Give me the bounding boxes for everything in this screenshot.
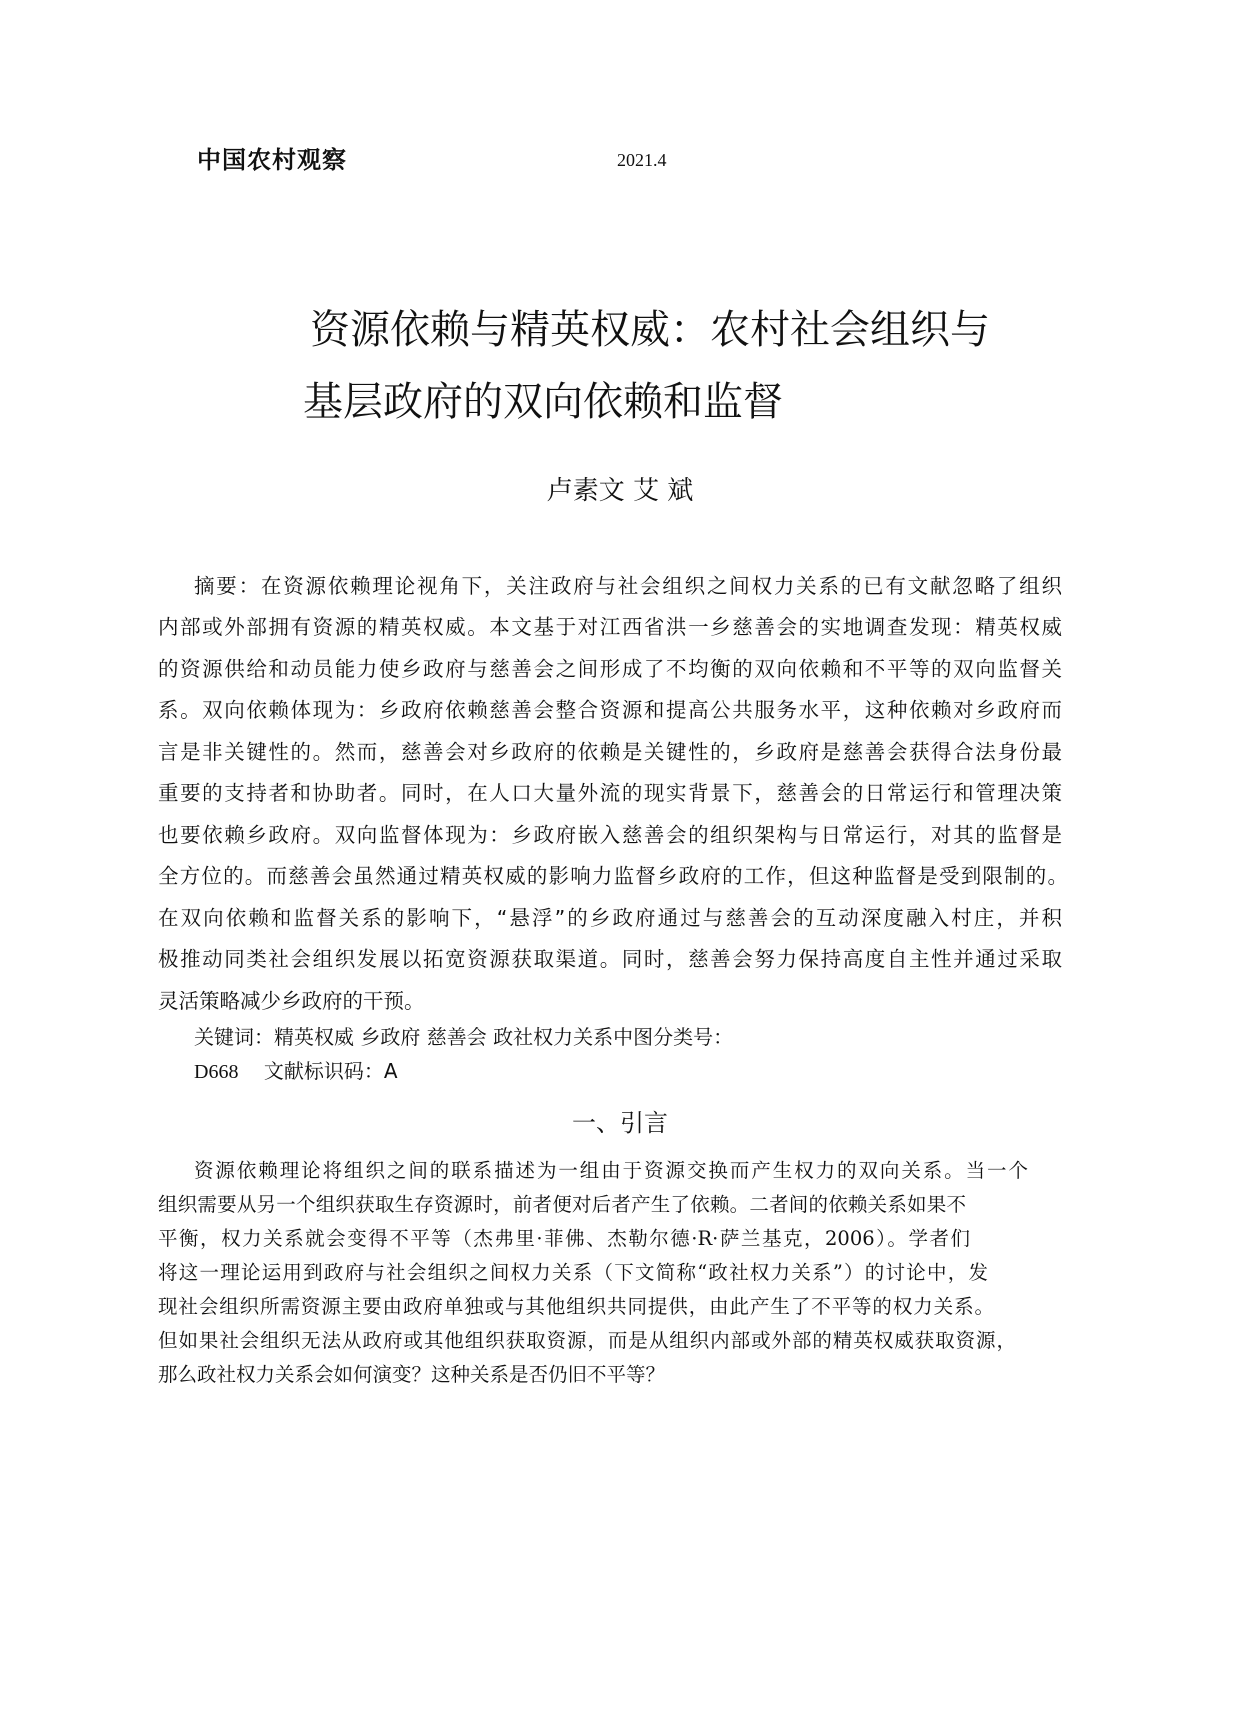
abstract-line: 重要的支持者和协助者。同时，在人口大量外流的现实背景下，慈善会的日常运行和管理决策 [158, 781, 1062, 805]
issue-number: 2021.4 [617, 150, 667, 170]
body-line: 资源依赖理论将组织之间的联系描述为一组由于资源交换而产生权力的双向关系。当一个 [194, 1159, 1028, 1182]
abstract-line: 极推动同类社会组织发展以拓宽资源获取渠道。同时，慈善会努力保持高度自主性并通过采取 [158, 947, 1062, 971]
body-line: 组织需要从另一个组织获取生存资源时，前者便对后者产生了依赖。二者间的依赖关系如果不 [158, 1193, 966, 1216]
section-heading: 一、引言 [572, 1109, 668, 1137]
journal-logo: 中国农村观察 [197, 146, 347, 174]
body-line: 现社会组织所需资源主要由政府单独或与其他组织共同提供，由此产生了不平等的权力关系。 [158, 1295, 994, 1318]
keywords: 关键词：精英权威 乡政府 慈善会 政社权力关系中图分类号： [194, 1025, 734, 1049]
clc-code: D668 [194, 1061, 239, 1083]
body-line: 但如果社会组织无法从政府或其他组织获取资源，而是从组织内部或外部的精英权威获取资源， [158, 1329, 1016, 1352]
abstract-line: 也要依赖乡政府。双向监督体现为：乡政府嵌入慈善会的组织架构与日常运行，对其的监督是 [158, 823, 1062, 847]
abstract-line: 全方位的。而慈善会虽然通过精英权威的影响力监督乡政府的工作，但这种监督是受到限制的。 [158, 864, 1068, 888]
document-code: 文献标识码：A [263, 1059, 398, 1083]
body-line: 将这一理论运用到政府与社会组织之间权力关系（下文简称“政社权力关系”）的讨论中，发 [158, 1261, 988, 1284]
abstract-line: 言是非关键性的。然而，慈善会对乡政府的依赖是关键性的，乡政府是慈善会获得合法身份最 [158, 740, 1062, 764]
article-title-line-2: 基层政府的双向依赖和监督 [303, 379, 783, 425]
abstract-line: 灵活策略减少乡政府的干预。 [158, 989, 425, 1013]
body-line: 平衡，权力关系就会变得不平等（杰弗里·菲佛、杰勒尔德·R·萨兰基克，2006）。学者们 [158, 1227, 970, 1250]
authors: 卢素文 艾 斌 [546, 476, 694, 506]
abstract-line: 摘要：在资源依赖理论视角下，关注政府与社会组织之间权力关系的已有文献忽略了组织 [194, 574, 1062, 598]
article-title-line-1: 资源依赖与精英权威：农村社会组织与 [310, 307, 990, 353]
abstract-line: 系。双向依赖体现为：乡政府依赖慈善会整合资源和提高公共服务水平，这种依赖对乡政府而 [158, 698, 1062, 722]
abstract-line: 的资源供给和动员能力使乡政府与慈善会之间形成了不均衡的双向依赖和不平等的双向监督关 [158, 657, 1062, 681]
abstract-line: 内部或外部拥有资源的精英权威。本文基于对江西省洪一乡慈善会的实地调查发现：精英权威 [158, 615, 1062, 639]
body-line: 那么政社权力关系会如何演变？这种关系是否仍旧不平等？ [158, 1363, 666, 1386]
abstract-line: 在双向依赖和监督关系的影响下，“悬浮”的乡政府通过与慈善会的互动深度融入村庄，并积 [158, 906, 1062, 930]
